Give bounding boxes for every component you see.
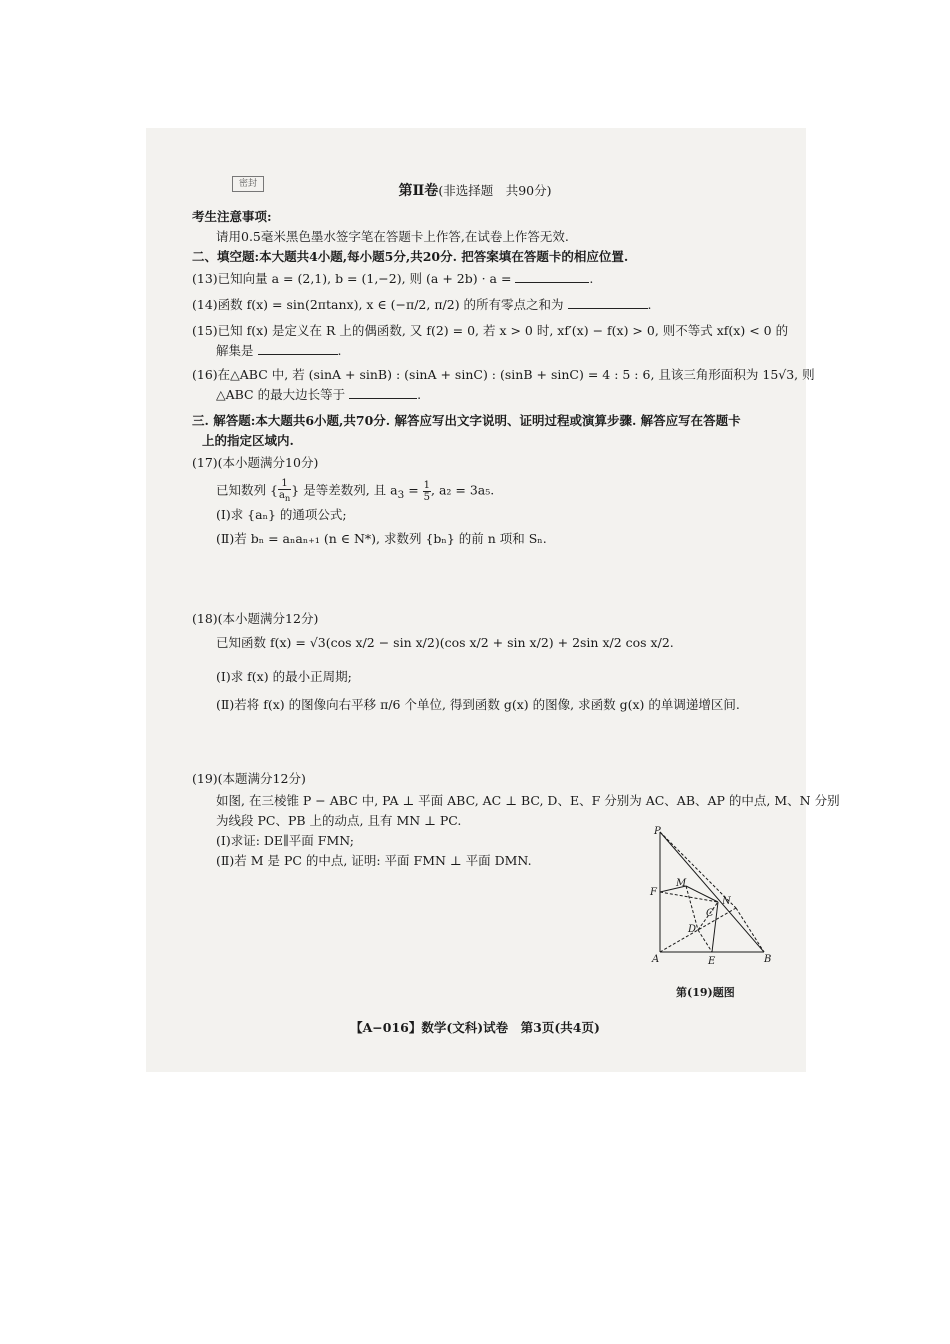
answer-blank	[568, 296, 648, 309]
notice-text: 请用0.5毫米黑色墨水签字笔在答题卡上作答,在试卷上作答无效.	[216, 229, 569, 244]
edge-PB	[660, 832, 764, 952]
q18-header: (18)(本小题满分12分)	[192, 611, 319, 626]
q17-part2: (Ⅱ)若 bₙ = aₙaₙ₊₁ (n ∈ N*), 求数列 {bₙ} 的前 n 项和 Sₙ.	[216, 531, 547, 546]
label-M: M	[676, 878, 687, 889]
answer-blank	[515, 270, 589, 283]
q18-stem: 已知函数 f(x) = √3(cos x/2 − sin x/2)(cos x/2 + sin x/2) + 2sin x/2 cos x/2.	[216, 635, 674, 650]
question-14: (14)函数 f(x) = sin(2πtanx), x ∈ (−π/2, π/2) 的所有零点之和为 .	[192, 297, 652, 312]
fraction: $\frac{1}{5}$	[423, 479, 431, 503]
title-sub: (非选择题 共90分)	[438, 183, 552, 198]
q18-part1: (Ⅰ)求 f(x) 的最小正周期;	[216, 669, 352, 684]
question-16-line1: (16)在△ABC 中, 若 (sinA + sinB) : (sinA + sinC) : (sinB + sinC) = 4 : 5 : 6, 且该三角形面积为 15√3, 则	[192, 367, 815, 382]
fraction: $\frac{1}{a_n}$	[278, 478, 291, 503]
section3-line2: 上的指定区域内.	[202, 433, 294, 448]
label-D: D	[688, 924, 697, 935]
label-E: E	[708, 956, 716, 966]
label-B: B	[764, 954, 772, 965]
question-15-line1: (15)已知 f(x) 是定义在 R 上的偶函数, 又 f(2) = 0, 若 x > 0 时, xf′(x) − f(x) > 0, 则不等式 xf(x) < 0 的	[192, 323, 789, 338]
label-A: A	[652, 954, 660, 965]
q17-header: (17)(本小题满分10分)	[192, 455, 319, 470]
q19-header: (19)(本题满分12分)	[192, 771, 306, 786]
q17-stem: 已知数列 { $\frac{1}{a_n}$ } 是等差数列, 且 $a_3$ = $\frac{1}{5}$ , a₂ = 3a₅.	[216, 478, 495, 503]
q19-line2: 为线段 PC、PB 上的动点, 且有 MN ⊥ PC.	[216, 813, 462, 828]
section3-line1: 三. 解答题:本大题共6小题,共70分. 解答应写出文字说明、证明过程或演算步骤. 解答应写在答题卡	[192, 413, 741, 428]
edge-CB	[736, 908, 764, 952]
section-title	[0, 180, 950, 200]
seal-stamp: 密封	[232, 176, 264, 192]
page-footer: 【A−016】数学(文科)试卷 第3页(共4页)	[350, 1020, 600, 1035]
label-C: C	[706, 908, 714, 919]
title-main: 第Ⅱ卷	[398, 183, 439, 199]
label-F: F	[650, 887, 657, 898]
q19-part2: (Ⅱ)若 M 是 PC 的中点, 证明: 平面 FMN ⊥ 平面 DMN.	[216, 853, 532, 868]
question-16-line2: △ABC 的最大边长等于 .	[216, 387, 422, 402]
question-13: (13)已知向量 a = (2,1), b = (1,−2), 则 (a + 2b) · a = .	[192, 271, 594, 286]
label-N: N	[722, 896, 731, 907]
q19-part1: (Ⅰ)求证: DE∥平面 FMN;	[216, 833, 354, 848]
section2-heading: 二、填空题:本大题共4小题,每小题5分,共20分. 把答案填在答题卡的相应位置.	[192, 249, 629, 264]
q17-part1: (Ⅰ)求 {aₙ} 的通项公式;	[216, 507, 347, 522]
notice-heading: 考生注意事项:	[192, 209, 272, 224]
answer-blank	[349, 386, 417, 399]
segment-DE	[698, 930, 712, 952]
figure-caption: 第(19)题图	[676, 986, 735, 999]
tetrahedron-figure	[640, 826, 780, 966]
q19-line1: 如图, 在三棱锥 P − ABC 中, PA ⊥ 平面 ABC, AC ⊥ BC, D、E、F 分别为 AC、AB、AP 的中点, M、N 分别	[216, 793, 840, 808]
answer-blank	[258, 342, 338, 355]
q18-part2: (Ⅱ)若将 f(x) 的图像向右平移 π/6 个单位, 得到函数 g(x) 的图像, 求函数 g(x) 的单调递增区间.	[216, 697, 740, 712]
label-P: P	[654, 826, 661, 837]
question-15-line2: 解集是 .	[216, 343, 342, 358]
